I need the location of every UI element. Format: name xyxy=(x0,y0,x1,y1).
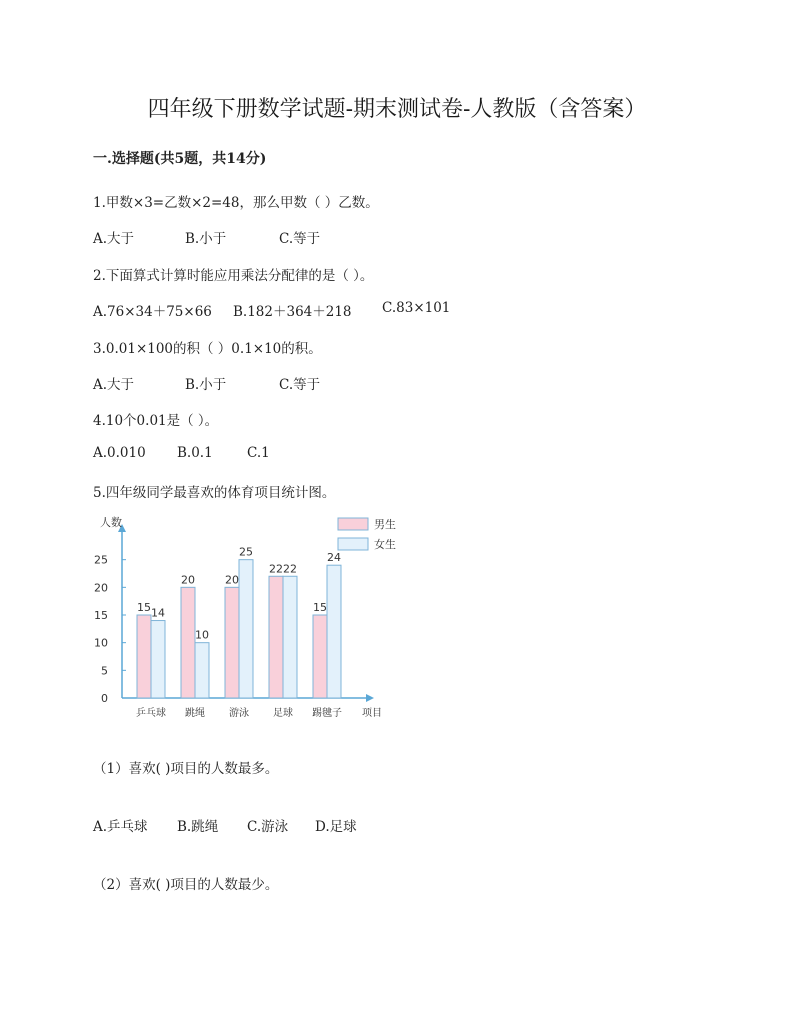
bar-chart xyxy=(90,512,400,724)
page-title: 四年级下册数学试题-期末测试卷-人教版（含答案） xyxy=(147,97,647,122)
y-tick-label: 10 xyxy=(94,636,108,650)
bar xyxy=(269,576,283,698)
option-b: B.小于 xyxy=(185,231,227,247)
x-tick-label: 乒乓球 xyxy=(136,708,166,719)
legend-label: 女生 xyxy=(374,538,396,551)
bar xyxy=(313,615,327,698)
y-tick-label: 20 xyxy=(94,581,108,595)
bar xyxy=(151,621,165,698)
option-b: B.0.1 xyxy=(177,445,213,461)
sub-question-1: （1）喜欢( )项目的人数最多。 xyxy=(93,761,279,777)
y-tick-label: 25 xyxy=(94,553,108,567)
option-a: A.0.010 xyxy=(93,445,146,461)
option-a: A.大于 xyxy=(93,377,135,393)
y-tick-label: 0 xyxy=(101,692,108,705)
legend-label: 男生 xyxy=(374,518,396,531)
data-label: 14 xyxy=(151,606,165,620)
bar xyxy=(137,615,151,698)
option-c: C.等于 xyxy=(279,377,321,393)
data-label: 25 xyxy=(239,545,253,559)
bar xyxy=(283,576,297,698)
bar xyxy=(225,587,239,698)
y-axis-label: 人数 xyxy=(100,516,122,529)
data-label: 15 xyxy=(313,601,327,614)
question-4: 4.10个0.01是（ ）。 xyxy=(93,413,219,429)
legend-swatch xyxy=(338,538,368,550)
x-axis-label: 项目 xyxy=(362,708,382,719)
option-a: A.乒乓球 xyxy=(93,819,148,835)
x-tick-label: 足球 xyxy=(273,708,293,719)
option-b: B.跳绳 xyxy=(177,819,219,835)
data-label: 20 xyxy=(225,573,239,587)
data-label: 10 xyxy=(195,628,209,642)
x-tick-label: 游泳 xyxy=(229,708,249,719)
y-tick-label: 15 xyxy=(94,609,108,622)
option-b: B.小于 xyxy=(185,377,227,393)
question-3: 3.0.01×100的积（ ）0.1×10的积。 xyxy=(93,341,322,357)
bar xyxy=(327,565,341,698)
option-a: A.大于 xyxy=(93,231,135,247)
data-label: 20 xyxy=(181,573,195,587)
data-label: 15 xyxy=(137,601,151,614)
bar xyxy=(195,643,209,698)
option-d: D.足球 xyxy=(315,819,357,835)
option-a: A.76×34＋75×66 xyxy=(93,304,212,320)
question-2: 2.下面算式计算时能应用乘法分配律的是（ ）。 xyxy=(93,268,374,284)
x-tick-label: 跳绳 xyxy=(185,708,205,719)
sub-question-2: （2）喜欢( )项目的人数最少。 xyxy=(93,877,279,893)
data-label: 22 xyxy=(283,562,297,576)
option-c: C.游泳 xyxy=(247,819,289,835)
question-1: 1.甲数×3=乙数×2=48，那么甲数（ ）乙数。 xyxy=(93,195,379,211)
x-axis-arrow xyxy=(366,694,374,702)
option-c: C.1 xyxy=(247,445,270,461)
data-label: 22 xyxy=(269,562,283,576)
option-c: C.83×101 xyxy=(382,300,451,316)
section-heading: 一.选择题(共5题，共14分) xyxy=(93,151,267,167)
option-b: B.182＋364＋218 xyxy=(233,304,352,320)
option-c: C.等于 xyxy=(279,231,321,247)
x-tick-label: 踢毽子 xyxy=(312,708,342,719)
legend-swatch xyxy=(338,518,368,530)
bar xyxy=(181,587,195,698)
question-5: 5.四年级同学最喜欢的体育项目统计图。 xyxy=(93,485,336,501)
bar xyxy=(239,560,253,698)
y-tick-label: 5 xyxy=(101,664,108,678)
data-label: 24 xyxy=(327,551,341,565)
